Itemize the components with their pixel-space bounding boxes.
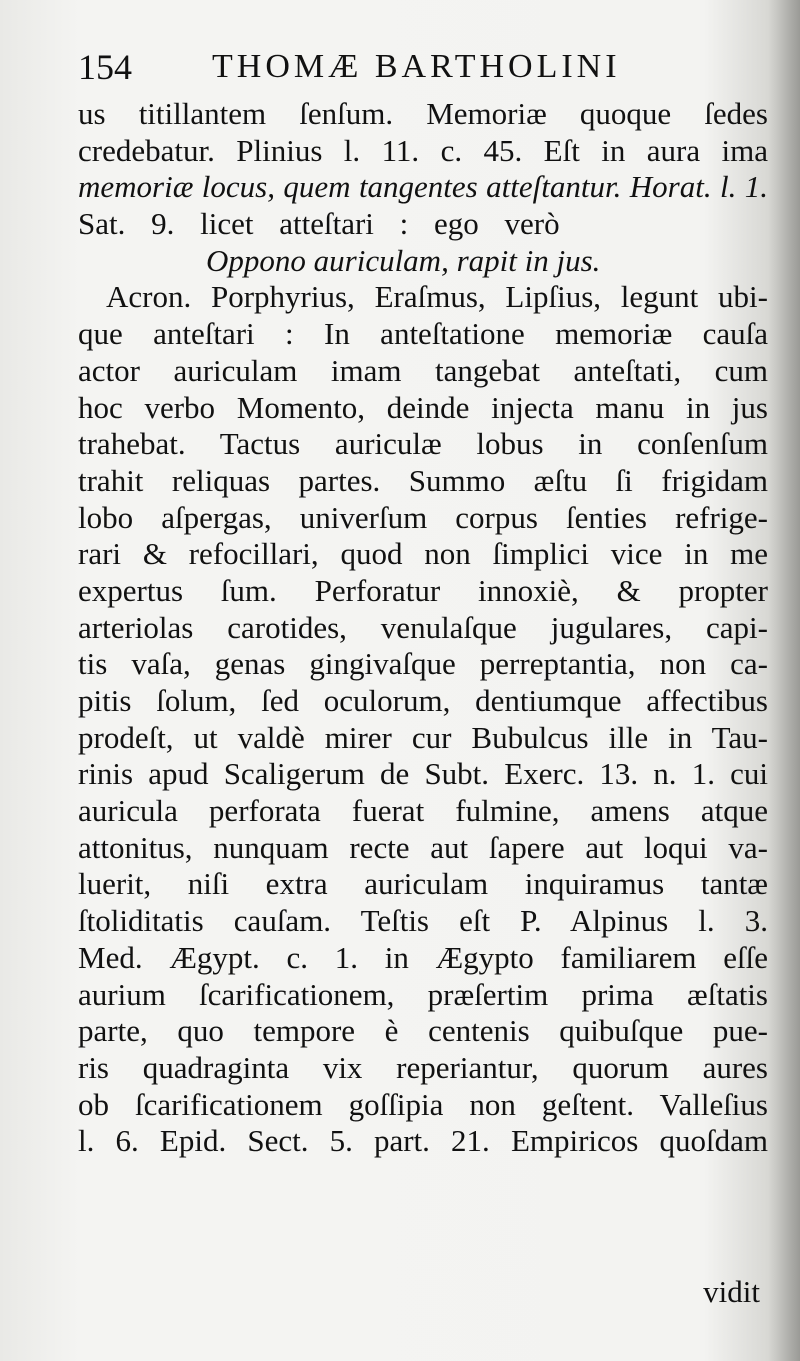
verse-quote-line: Oppono auriculam, rapit in jus.: [206, 242, 601, 278]
running-head: THOMÆ BARTHOLINI: [212, 48, 621, 85]
text-line: que anteſtari : In anteſtatione memoriæ cauſa: [78, 316, 768, 352]
text-line: attonitus, nunquam recte aut ſapere aut loqui va-: [78, 829, 768, 865]
text-line: ob ſcarificationem goſſipia non geſtent. Valleſius: [78, 1086, 768, 1122]
text-line: Med. Ægypt. c. 1. in Ægypto familiarem eſſe: [78, 939, 768, 975]
text-line: prodeſt, ut valdè mirer cur Bubulcus ille in Tau-: [78, 719, 768, 755]
text-line: tis vaſa, genas gingivaſque perreptantia, non ca-: [78, 646, 768, 682]
text-line: us titillantem ſenſum. Memoriæ quoque ſedes: [78, 96, 768, 131]
text-line: lobo aſpergas, univerſum corpus ſenties refrige-: [78, 499, 768, 535]
catchword: vidit: [703, 1274, 760, 1309]
text-line: aurium ſcarificationem, præſertim prima æſtatis: [78, 976, 768, 1012]
text-line: luerit, niſi extra auriculam inquiramus tantæ: [78, 866, 768, 902]
text-line: trahebat. Tactus auriculæ lobus in conſenſum: [78, 426, 768, 462]
text-line: parte, quo tempore è centenis quibuſque pue-: [78, 1013, 768, 1049]
text-line: actor auriculam imam tangebat anteſtati, cum: [78, 352, 768, 388]
text-line: trahit reliquas partes. Summo æſtu ſi frigidam: [78, 462, 768, 498]
text-line: rari & refocillari, quod non ſimplici vice in me: [78, 536, 768, 572]
text-line: expertus ſum. Perforatur innoxiè, & propter: [78, 572, 768, 608]
paragraph-start-line: Acron. Porphyrius, Eraſmus, Lipſius, legunt ubi-: [106, 279, 768, 315]
text-line: arteriolas carotides, venulaſque jugulares, capi-: [78, 609, 768, 645]
text-line: memoriæ locus, quem tangentes atteſtantur. Horat. l. 1.: [78, 169, 768, 205]
page-header: [78, 42, 768, 90]
text-line: Sat. 9. licet atteſtari : ego verò: [78, 206, 560, 242]
text-line: credebatur. Plinius l. 11. c. 45. Eſt in aura ima: [78, 132, 768, 168]
text-line: pitis ſolum, ſed oculorum, dentiumque affectibus: [78, 683, 768, 718]
text-line: l. 6. Epid. Sect. 5. part. 21. Empiricos quoſdam: [78, 1123, 768, 1159]
text-line: auricula perforata fuerat fulmine, amens atque: [78, 793, 768, 829]
body-text: [78, 96, 768, 1160]
text-line: rinis apud Scaligerum de Subt. Exerc. 13. n. 1. cui: [78, 756, 768, 792]
text-line: hoc verbo Momento, deinde injecta manu in jus: [78, 389, 768, 425]
page-number: 154: [78, 47, 132, 87]
text-line: ris quadraginta vix reperiantur, quorum aures: [78, 1049, 768, 1085]
text-line: ſtoliditatis cauſam. Teſtis eſt P. Alpinus l. 3.: [78, 903, 768, 939]
